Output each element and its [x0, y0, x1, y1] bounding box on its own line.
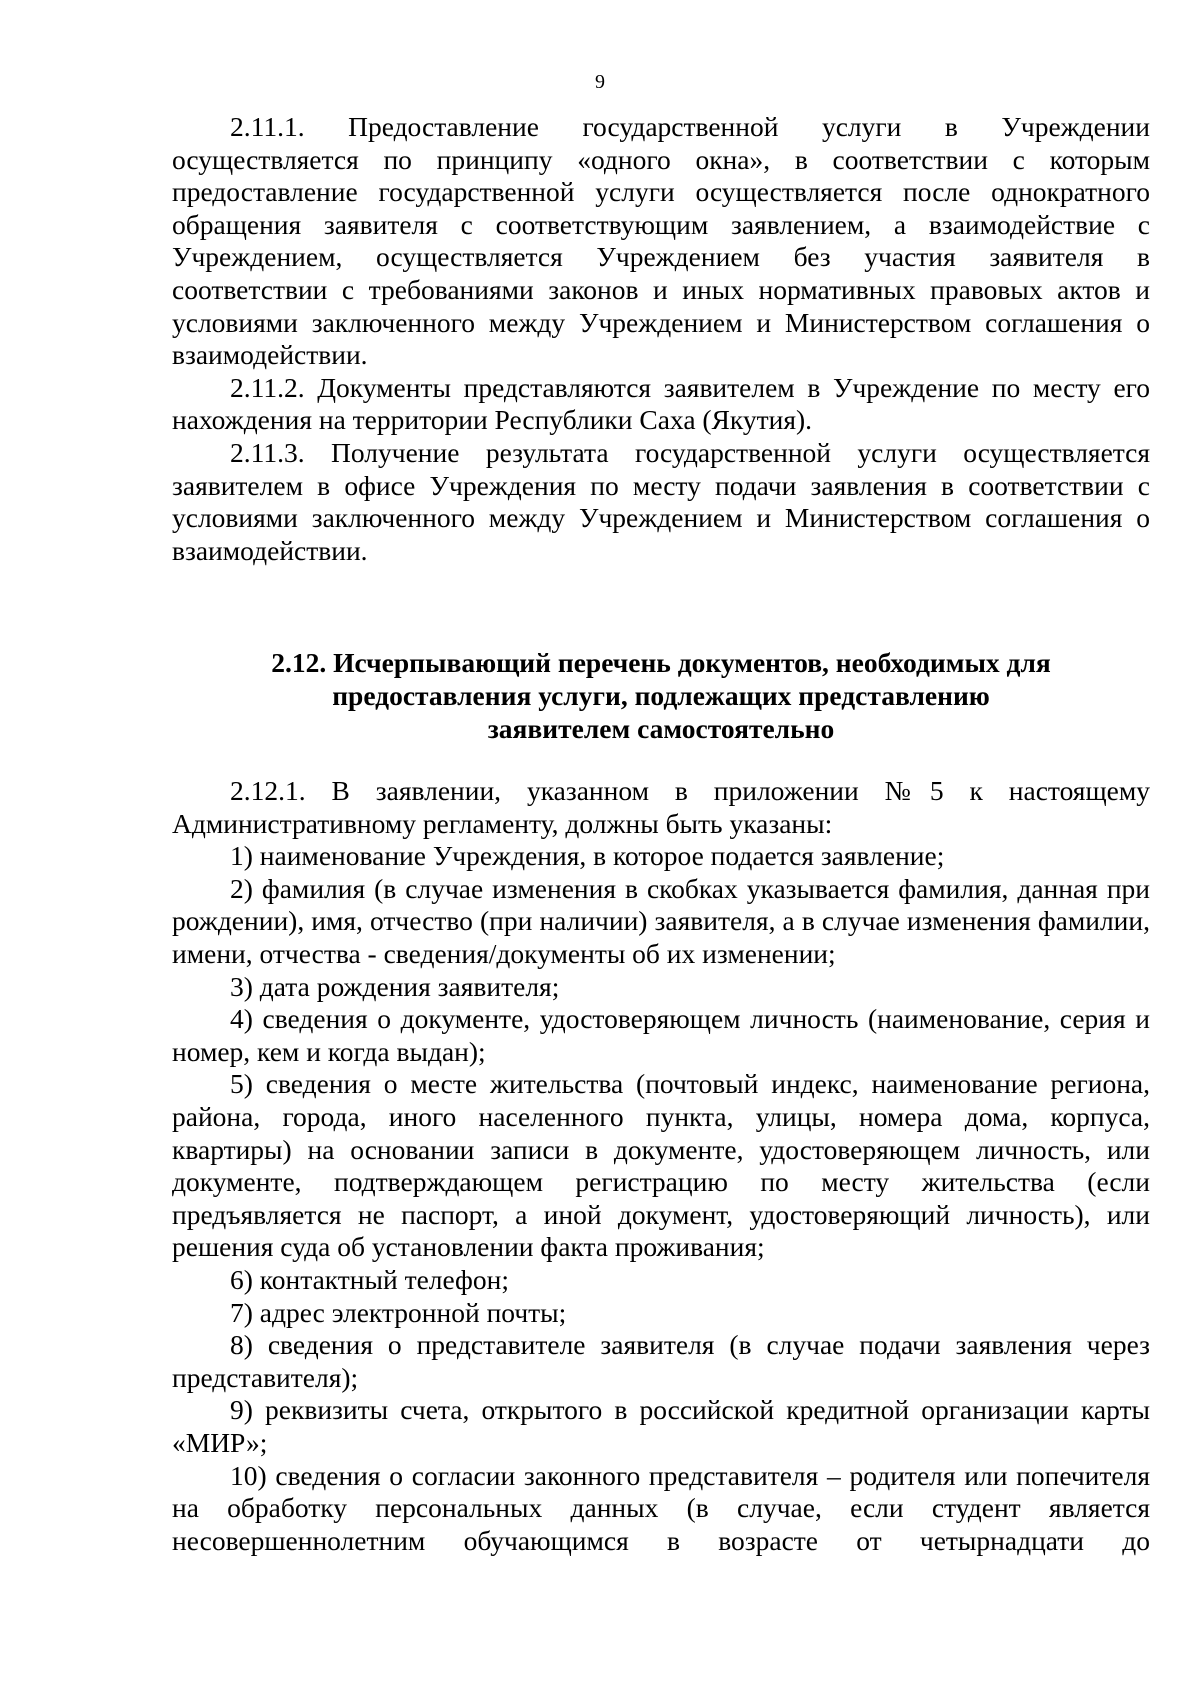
list-item-3: 3) дата рождения заявителя; — [230, 970, 560, 1002]
heading-line: 2.12. Исчерпывающий перечень документов, необходимых для — [271, 647, 1051, 679]
list-item-9: 9) реквизиты счета, открытого в российской кредитной организации карты «МИР»; — [172, 1394, 1150, 1458]
heading-line: заявителем самостоятельно — [487, 712, 835, 744]
list-item-7: 7) адрес электронной почты; — [230, 1296, 567, 1328]
paragraph-2-11-2: 2.11.2. Документы представляются заявителем в Учреждение по месту его нахождения на территории Республики Саха (Якутия). — [172, 371, 1150, 436]
list-item-2: 2) фамилия (в случае изменения в скобках указывается фамилия, данная при рождении), имя, отчество (при наличии) заявителя, а в случае изменения фамилии, имени, отчества - сведения/документы об их изменении; — [172, 872, 1150, 970]
paragraph-2-11-3: 2.11.3. Получение результата государственной услуги осуществляется заявителем в офисе Учреждения по месту подачи заявления в соответствии с условиями заключенного между Учреждением и Министерством соглашения о взаимодействии. — [172, 436, 1150, 566]
section-heading-2-12 — [172, 647, 1150, 745]
list-item-4: 4) сведения о документе, удостоверяющем личность (наименование, серия и номер, кем и когда выдан); — [172, 1003, 1150, 1067]
list-item-8: 8) сведения о представителе заявителя (в случае подачи заявления через представителя); — [172, 1329, 1150, 1393]
page-number: 9 — [595, 71, 605, 93]
list-item-5: 5) сведения о месте жительства (почтовый индекс, наименование региона, района, города, иного населенного пункта, улицы, номера дома, корпуса, квартиры) на основании записи в документе, удостоверяющем личность, или документе, подтверждающем регистрацию по месту жительства (если предъявляется не паспорт, а иной документ, удостоверяющий личность), или решения суда об установлении факта проживания; — [172, 1068, 1150, 1263]
paragraph-2-12-1: 2.12.1. В заявлении, указанном в приложении №5 к настоящему Административному регламенту, должны быть указаны: — [172, 775, 1150, 839]
document-body — [172, 111, 1150, 1557]
heading-line: предоставления услуги, подлежащих представлению — [332, 679, 990, 711]
list-item-6: 6) контактный телефон; — [230, 1264, 509, 1295]
list-item-10: 10) сведения о согласии законного представителя – родителя или попечителя на обработку персональных данных (в случае, если студент является несовершеннолетним обучающимся в возрасте от четырнадцати до — [172, 1459, 1150, 1556]
list-item-1: 1) наименование Учреждения, в которое подается заявление; — [230, 840, 945, 872]
paragraph-2-11-1: 2.11.1. Предоставление государственной услуги в Учреждении осуществляется по принципу «одного окна», в соответствии с которым предоставление государственной услуги осуществляется после однократного обращения заявителя с соответствующим заявлением, а взаимодействие с Учреждением, осуществляется Учреждением без участия заявителя в соответствии с требованиями законов и иных нормативных правовых актов и условиями заключенного между Учреждением и Министерством соглашения о взаимодействии. — [172, 111, 1150, 371]
